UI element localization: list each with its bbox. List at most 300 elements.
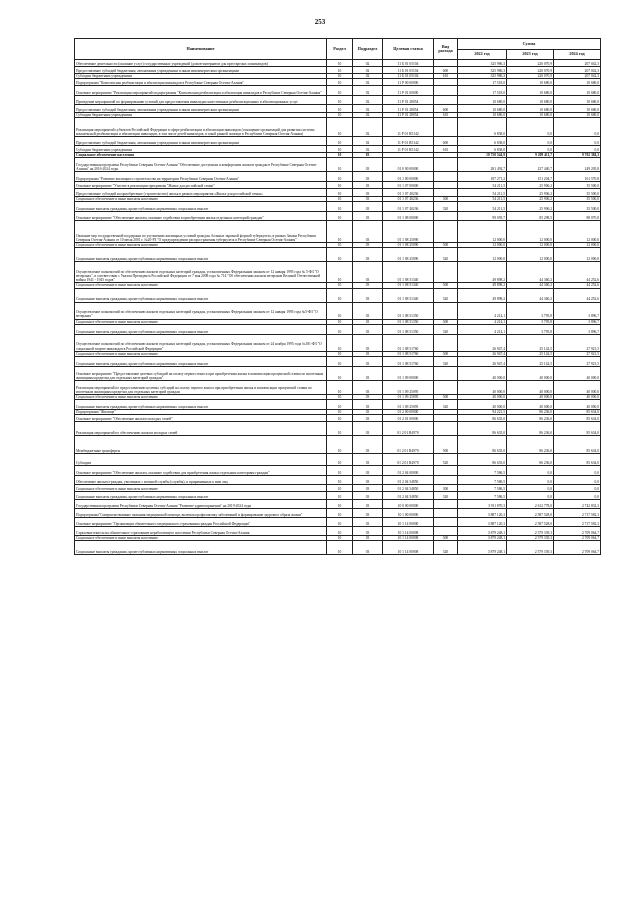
header-sum: Сумма <box>458 39 601 50</box>
row-expense-type: 300 <box>434 351 458 356</box>
header-name: Наименование <box>75 39 327 60</box>
row-sum-2023: 10 680,0 <box>507 79 554 86</box>
row-sum-2023: 2 587 528,0 <box>507 508 554 517</box>
row-expense-type: 600 <box>434 105 458 113</box>
row-sum-2022: 325 986,3 <box>458 74 507 79</box>
row-section: 10 <box>327 283 353 288</box>
row-target-article: 01 1 08 51340 <box>383 288 434 302</box>
row-subsection: 03 <box>353 351 383 356</box>
row-section: 10 <box>327 189 353 197</box>
row-section: 10 <box>327 96 353 105</box>
row-sum-2023: 40 000,0 <box>507 380 554 394</box>
row-sum-2024: 0,0 <box>554 475 601 484</box>
row-expense-type: 320 <box>434 399 458 409</box>
row-target-article: 01 2 01 00000 <box>383 414 434 421</box>
header-year-2022: 2022 год <box>458 50 507 60</box>
row-name: Реализация мероприятий субъектов Российской Федерации в сфере реабилитации и абилитации инвалидов (оснащение организаций для развития системы комплексной реабилитации и абилитации инвалидов, в том числе детей-инвалидов, в такой ранней помощи в Республике Северная Осетия-Алания) <box>75 118 327 137</box>
row-name: Межбюджетные трансферты <box>75 435 327 453</box>
row-sum-2024: 2 709 064,7 <box>554 526 601 535</box>
row-name: Социальное обеспечение и иные выплаты населению <box>75 243 327 248</box>
row-name: Социальные выплаты гражданам, кроме публичных нормативных социальных выплат <box>75 491 327 499</box>
row-subsection: 03 <box>353 202 383 212</box>
row-target-article: 01 2 01 R4970 <box>383 435 434 453</box>
row-section: 10 <box>327 356 353 366</box>
row-target-article: 10 1 14 00008 <box>383 535 434 540</box>
table-row <box>75 356 601 366</box>
row-expense-type: 600 <box>434 137 458 146</box>
row-sum-2023: 25 906,2 <box>507 197 554 202</box>
row-expense-type <box>434 475 458 484</box>
row-target-article: 01 1 08 00000 <box>383 212 434 221</box>
row-sum-2023: 86 236,0 <box>507 414 554 421</box>
row-sum-2024: 35 500,0 <box>554 189 601 197</box>
row-subsection: 02 <box>353 137 383 146</box>
row-name: Подпрограмма"Совершенствование оказания медицинской помощи, включая профилактику заболеваний и формирование здорового образа жизни" <box>75 508 327 517</box>
row-name: Социальное обеспечение и иные выплаты населению <box>75 484 327 491</box>
row-sum-2024: 161 570,8 <box>554 172 601 182</box>
row-expense-type: 320 <box>434 324 458 334</box>
row-name: Государственная программа Республики Северная Осетия-Алания "Обеспечение доступным и комфортным жильем граждан в Республике Северная Осетия-Алания" на 2016-2024 годы <box>75 158 327 172</box>
row-expense-type: 320 <box>434 248 458 262</box>
row-subsection: 03 <box>353 465 383 475</box>
row-sum-2024: 88 070,8 <box>554 212 601 221</box>
row-expense-type <box>434 366 458 380</box>
row-sum-2024: 85 634,0 <box>554 409 601 414</box>
header-target-article: Целевая статья <box>383 39 434 60</box>
row-subsection: 03 <box>353 158 383 172</box>
row-section: 10 <box>327 153 353 158</box>
row-sum-2023: 40 000,0 <box>507 366 554 380</box>
row-sum-2022: 26 947,4 <box>458 334 507 351</box>
row-sum-2024: 27 921,5 <box>554 356 601 366</box>
row-section: 10 <box>327 67 353 74</box>
row-sum-2024: 0,0 <box>554 118 601 137</box>
row-expense-type <box>434 221 458 243</box>
row-sum-2022: 325 986,3 <box>458 67 507 74</box>
row-expense-type: 520 <box>434 453 458 465</box>
row-section: 10 <box>327 302 353 319</box>
row-target-article: 10 1 14 00000 <box>383 517 434 526</box>
row-subsection: 03 <box>353 172 383 182</box>
row-sum-2022: 49 898,2 <box>458 288 507 302</box>
row-sum-2023: 220 070,9 <box>507 67 554 74</box>
row-subsection: 03 <box>353 334 383 351</box>
row-target-article: 01 2 04 54850 <box>383 484 434 491</box>
row-subsection: 03 <box>353 541 383 555</box>
row-sum-2024: 3 896,7 <box>554 302 601 319</box>
row-section: 10 <box>327 351 353 356</box>
row-sum-2024: 0,0 <box>554 146 601 153</box>
row-expense-type <box>434 380 458 394</box>
row-expense-type: 610 <box>434 74 458 79</box>
row-section: 10 <box>327 324 353 334</box>
row-sum-2023: 0,0 <box>507 475 554 484</box>
row-sum-2024: 12 000,0 <box>554 248 601 262</box>
row-sum-2022: 17 518,0 <box>458 86 507 96</box>
row-expense-type: 600 <box>434 67 458 74</box>
row-section: 10 <box>327 380 353 394</box>
row-name: Субсидии бюджетным учреждениям <box>75 146 327 153</box>
row-name: Социальные выплаты гражданам, кроме публичных нормативных социальных выплат <box>75 541 327 555</box>
row-sum-2022: 86 635,0 <box>458 414 507 421</box>
row-section: 10 <box>327 399 353 409</box>
row-section: 10 <box>327 319 353 324</box>
row-section: 10 <box>327 105 353 113</box>
row-target-article: 01 1 08 25090 <box>383 248 434 262</box>
row-section: 10 <box>327 517 353 526</box>
row-name: Социальное обеспечение и иные выплаты населению <box>75 535 327 540</box>
table-row <box>75 380 601 394</box>
row-target-article: 10 1 14 00008 <box>383 541 434 555</box>
row-sum-2022: 6 838,0 <box>458 118 507 137</box>
row-subsection: 02 <box>353 96 383 105</box>
row-sum-2024: 10 680,0 <box>554 105 601 113</box>
row-expense-type <box>434 499 458 508</box>
row-expense-type <box>434 465 458 475</box>
row-expense-type: 320 <box>434 491 458 499</box>
row-section: 10 <box>327 113 353 118</box>
row-sum-2022: 10 680,0 <box>458 113 507 118</box>
row-sum-2023: 25 142,5 <box>507 351 554 356</box>
row-section: 10 <box>327 499 353 508</box>
row-target-article: 10 1 14 00008 <box>383 526 434 535</box>
row-target-article: 01 1 08 51760 <box>383 356 434 366</box>
row-subsection: 03 <box>353 262 383 283</box>
row-subsection: 03 <box>353 435 383 453</box>
row-name: Подпрограмма "Комплексная реабилитация и абилитация инвалидов в Республике Северная Осетия-Алания" <box>75 79 327 86</box>
row-sum-2022: 99 059,7 <box>458 212 507 221</box>
row-sum-2022: 187 271,2 <box>458 172 507 182</box>
row-sum-2022: 3 887 120,3 <box>458 508 507 517</box>
row-sum-2023: 10 680,0 <box>507 86 554 96</box>
row-subsection: 03 <box>353 302 383 319</box>
row-sum-2024: 2 742 832,3 <box>554 499 601 508</box>
row-target-article: 01 1 08 51350 <box>383 319 434 324</box>
header-year-2023: 2023 год <box>507 50 554 60</box>
row-sum-2024: 10 680,0 <box>554 79 601 86</box>
row-subsection: 03 <box>353 475 383 484</box>
row-sum-2022: 3 879 248,1 <box>458 541 507 555</box>
table-row <box>75 465 601 475</box>
row-sum-2022: 3 879 248,1 <box>458 535 507 540</box>
row-section: 10 <box>327 535 353 540</box>
table-header <box>75 39 601 60</box>
row-name: Основное мероприятие "Обеспечение жильем молодых семей" <box>75 414 327 421</box>
row-target-article: 01 1 07 00000 <box>383 182 434 189</box>
row-name: Осуществление полномочий по обеспечению жильем отдельных категорий граждан, установленных Федеральным законом от 12 января 1995 года № 5-ФЗ "О ветеранах", в соответствии с Указом Президента Российской Федерации от 7 мая 2008 года № 714 "Об обеспечении жильем ветеранов Великой Отечественной войны 1941 - 1945 годов" <box>75 262 327 283</box>
row-target-article: 11 Р 01 28054 <box>383 96 434 105</box>
row-section: 10 <box>327 465 353 475</box>
row-target-article: 01 1 00 00000 <box>383 172 434 182</box>
table-row <box>75 435 601 453</box>
row-subsection: 03 <box>353 288 383 302</box>
row-sum-2024: 35 500,0 <box>554 197 601 202</box>
row-expense-type: 500 <box>434 435 458 453</box>
row-target-article: 11 Р 01 00000 <box>383 86 434 96</box>
row-sum-2024: 0,0 <box>554 484 601 491</box>
row-name: Социальное обеспечение населения <box>75 153 327 158</box>
table-row <box>75 421 601 435</box>
row-target-article: 01 1 07 40236 <box>383 202 434 212</box>
row-expense-type: 300 <box>434 283 458 288</box>
row-sum-2022: 86 635,0 <box>458 421 507 435</box>
table-row <box>75 526 601 535</box>
row-section: 10 <box>327 394 353 399</box>
row-sum-2022: 86 635,0 <box>458 435 507 453</box>
row-subsection: 02 <box>353 146 383 153</box>
row-sum-2024: 85 634,0 <box>554 453 601 465</box>
row-target-article: 01 2 00 00000 <box>383 409 434 414</box>
row-sum-2024: 12 000,0 <box>554 221 601 243</box>
row-sum-2024: 2 709 064,7 <box>554 541 601 555</box>
row-sum-2023: 10 680,0 <box>507 96 554 105</box>
row-name: Страховые взносы на обязательное страхование неработающего населения Республики Северная Осетия-Алания <box>75 526 327 535</box>
row-target-article: 01 0 00 00000 <box>383 158 434 172</box>
row-subsection: 02 <box>353 86 383 96</box>
row-target-article: 01 2 04 54850 <box>383 475 434 484</box>
row-sum-2022: 4 214,1 <box>458 324 507 334</box>
table-row <box>75 182 601 189</box>
row-sum-2022: 281 492,7 <box>458 158 507 172</box>
row-section: 10 <box>327 118 353 137</box>
row-sum-2022: 325 986,3 <box>458 60 507 67</box>
row-sum-2024: 207 042,3 <box>554 60 601 67</box>
row-sum-2023: 0,0 <box>507 484 554 491</box>
row-target-article: 11 Б 01 05104 <box>383 74 434 79</box>
row-sum-2022: 7 586,5 <box>458 491 507 499</box>
row-expense-type: 320 <box>434 202 458 212</box>
table-row <box>75 508 601 517</box>
row-target-article: 11 Б 01 05104 <box>383 67 434 74</box>
table-row <box>75 248 601 262</box>
row-subsection: 03 <box>353 453 383 465</box>
table-row <box>75 288 601 302</box>
row-subsection: 03 <box>353 414 383 421</box>
table-row <box>75 60 601 67</box>
row-section: 10 <box>327 212 353 221</box>
row-name: Субсидии бюджетным учреждениям <box>75 113 327 118</box>
row-name: Основное мероприятие "Реализация мероприятий подпрограммы "Комплексная реабилитация и абилитация инвалидов в Республике Северная Осетия-Алания" <box>75 86 327 96</box>
row-sum-2022: 26 947,4 <box>458 351 507 356</box>
row-sum-2024: 35 500,0 <box>554 202 601 212</box>
row-sum-2023: 86 236,0 <box>507 409 554 414</box>
row-target-article: 01 1 09 25095 <box>383 394 434 399</box>
row-sum-2022: 86 635,0 <box>458 453 507 465</box>
table-row <box>75 517 601 526</box>
row-sum-2023: 0,0 <box>507 146 554 153</box>
table-row <box>75 105 601 113</box>
row-expense-type: 320 <box>434 288 458 302</box>
row-expense-type <box>434 414 458 421</box>
row-sum-2022: 17 518,0 <box>458 79 507 86</box>
row-section: 10 <box>327 475 353 484</box>
row-sum-2023: 44 360,2 <box>507 262 554 283</box>
row-section: 10 <box>327 197 353 202</box>
row-subsection: 02 <box>353 118 383 137</box>
row-sum-2023: 86 236,0 <box>507 421 554 435</box>
row-target-article: 01 1 09 25095 <box>383 399 434 409</box>
row-sum-2024: 2 717 582,3 <box>554 508 601 517</box>
table-row <box>75 221 601 243</box>
row-sum-2022: 49 898,2 <box>458 283 507 288</box>
row-section: 10 <box>327 526 353 535</box>
row-section: 10 <box>327 409 353 414</box>
table-row <box>75 499 601 508</box>
row-sum-2023: 2 579 339,3 <box>507 526 554 535</box>
row-sum-2023: 10 680,0 <box>507 113 554 118</box>
row-target-article: 01 1 09 25095 <box>383 380 434 394</box>
row-sum-2022: 54 211,5 <box>458 189 507 197</box>
row-expense-type <box>434 118 458 137</box>
row-sum-2023: 3 795,8 <box>507 302 554 319</box>
row-subsection: 03 <box>353 508 383 517</box>
row-subsection: 03 <box>353 526 383 535</box>
row-sum-2022: 49 898,2 <box>458 262 507 283</box>
row-subsection: 03 <box>353 484 383 491</box>
row-name: Государственная программа Республики Северная Осетия-Алания "Развитие здравоохранения" на 2019-2024 годы <box>75 499 327 508</box>
row-subsection: 03 <box>353 182 383 189</box>
row-name: Основное мероприятие "Обеспечение жильем, оказание содействия для приобретения жилья отдельным категориям граждан" <box>75 465 327 475</box>
row-expense-type <box>434 158 458 172</box>
row-expense-type: 300 <box>434 243 458 248</box>
row-sum-2022: 3 911 870,3 <box>458 499 507 508</box>
row-subsection: 03 <box>353 197 383 202</box>
row-expense-type: 320 <box>434 541 458 555</box>
row-sum-2022: 12 000,0 <box>458 243 507 248</box>
row-sum-2023: 3 795,8 <box>507 319 554 324</box>
row-name: Социальные выплаты гражданам, кроме публичных нормативных социальных выплат <box>75 202 327 212</box>
row-sum-2023: 25 142,5 <box>507 334 554 351</box>
row-sum-2024: 10 680,0 <box>554 113 601 118</box>
row-subsection: 03 <box>353 221 383 243</box>
row-sum-2024: 85 634,0 <box>554 421 601 435</box>
row-name: Основное мероприятие "Участие в реализации программы "Жилье для российской семьи" <box>75 182 327 189</box>
row-section: 10 <box>327 262 353 283</box>
row-name: Социальные выплаты гражданам, кроме публичных нормативных социальных выплат <box>75 288 327 302</box>
row-sum-2023: 25 906,2 <box>507 182 554 189</box>
row-sum-2023: 151 204,7 <box>507 172 554 182</box>
row-sum-2022: 3 887 120,3 <box>458 517 507 526</box>
table-row <box>75 484 601 491</box>
row-expense-type: 300 <box>434 535 458 540</box>
row-subsection: 03 <box>353 499 383 508</box>
row-target-article: 10 0 00 00000 <box>383 499 434 508</box>
row-sum-2024: 0,0 <box>554 137 601 146</box>
row-target-article: 01 1 07 40236 <box>383 197 434 202</box>
row-target-article: 01 2 04 54850 <box>383 491 434 499</box>
row-target-article: 11 Р 01 R5142 <box>383 118 434 137</box>
row-expense-type: 300 <box>434 319 458 324</box>
row-target-article: 11 Б 01 05104 <box>383 60 434 67</box>
row-sum-2023: 12 000,0 <box>507 221 554 243</box>
row-sum-2023: 0,0 <box>507 491 554 499</box>
row-sum-2023: 86 236,0 <box>507 453 554 465</box>
table-row <box>75 453 601 465</box>
row-sum-2022: 54 211,5 <box>458 182 507 189</box>
row-sum-2023: 85 298,5 <box>507 212 554 221</box>
row-section: 10 <box>327 248 353 262</box>
row-subsection: 03 <box>353 189 383 197</box>
row-subsection: 03 <box>353 517 383 526</box>
row-expense-type <box>434 182 458 189</box>
row-expense-type <box>434 334 458 351</box>
row-name: Реализация мероприятий по предоставлению целевых субсидий на оплату первого взноса при приобретении жилья и компенсации процентной ставки по ипотечным жилищным кредитам для отдельных категорий граждан <box>75 380 327 394</box>
table-row <box>75 334 601 351</box>
row-sum-2023: 220 070,9 <box>507 60 554 67</box>
row-subsection: 03 <box>353 399 383 409</box>
row-sum-2022: 12 000,0 <box>458 221 507 243</box>
row-sum-2024: 35 500,0 <box>554 182 601 189</box>
table-row <box>75 189 601 197</box>
table-row <box>75 302 601 319</box>
row-expense-type <box>434 421 458 435</box>
row-target-article: 01 1 08 25090 <box>383 221 434 243</box>
table-row <box>75 324 601 334</box>
row-target-article: 01 1 08 51340 <box>383 283 434 288</box>
table-row <box>75 262 601 283</box>
row-sum-2024: 0,0 <box>554 465 601 475</box>
row-sum-2024: 40 000,0 <box>554 394 601 399</box>
row-target-article: 10 1 00 00000 <box>383 508 434 517</box>
row-sum-2023: 25 906,2 <box>507 189 554 197</box>
row-sum-2023: 10 680,0 <box>507 105 554 113</box>
row-expense-type <box>434 517 458 526</box>
row-section: 10 <box>327 334 353 351</box>
row-name: Предоставление субсидий на приобретение (строительство) жилья в рамках мероприятия «Жилье для российской семьи» <box>75 189 327 197</box>
table-row <box>75 399 601 409</box>
budget-table-sheet <box>74 38 600 555</box>
row-section: 10 <box>327 79 353 86</box>
row-target-article: 01 1 08 51340 <box>383 262 434 283</box>
row-section: 10 <box>327 366 353 380</box>
row-sum-2023: 2 579 339,3 <box>507 535 554 540</box>
row-target-article: 01 2 01 R4970 <box>383 453 434 465</box>
row-subsection: 03 <box>353 324 383 334</box>
row-sum-2022: 40 000,0 <box>458 399 507 409</box>
row-expense-type <box>434 189 458 197</box>
row-subsection: 02 <box>353 67 383 74</box>
table-row <box>75 366 601 380</box>
row-sum-2023: 9 209 411,7 <box>507 153 554 158</box>
row-sum-2024: 207 042,3 <box>554 74 601 79</box>
row-name: Обеспечение жильем граждан, уволенных с военной службы (службы), и приравненных к ним лиц <box>75 475 327 484</box>
row-section: 10 <box>327 541 353 555</box>
row-expense-type <box>434 302 458 319</box>
row-subsection: 02 <box>353 79 383 86</box>
row-sum-2023: 44 360,2 <box>507 283 554 288</box>
row-sum-2023: 25 906,2 <box>507 202 554 212</box>
row-name: Социальное обеспечение и иные выплаты населению <box>75 319 327 324</box>
row-name: Подпрограмма "Жилище" <box>75 409 327 414</box>
row-name: Предоставление субсидий бюджетным, автономным учреждениям и иным некоммерческим организациям <box>75 105 327 113</box>
row-name: Социальное обеспечение и иные выплаты населению <box>75 351 327 356</box>
row-sum-2022: 26 947,4 <box>458 356 507 366</box>
row-expense-type <box>434 86 458 96</box>
row-name: Субсидии бюджетным учреждениям <box>75 74 327 79</box>
row-target-article: 01 1 08 51760 <box>383 334 434 351</box>
row-section: 10 <box>327 74 353 79</box>
row-sum-2022: 7 586,5 <box>458 475 507 484</box>
row-section: 10 <box>327 158 353 172</box>
table-row <box>75 118 601 137</box>
row-section: 10 <box>327 172 353 182</box>
row-sum-2024: 40 000,0 <box>554 366 601 380</box>
row-name: Социальное обеспечение и иные выплаты населению <box>75 394 327 399</box>
table-body <box>75 60 601 555</box>
row-target-article: 11 Р 01 R5142 <box>383 146 434 153</box>
row-name: Осуществление полномочий по обеспечению жильем отдельных категорий граждан, установленных Федеральным законом от 24 ноября 1995 года №181-ФЗ "О социальной защите инвалидов в Российской Федерации" <box>75 334 327 351</box>
row-subsection: 03 <box>353 366 383 380</box>
